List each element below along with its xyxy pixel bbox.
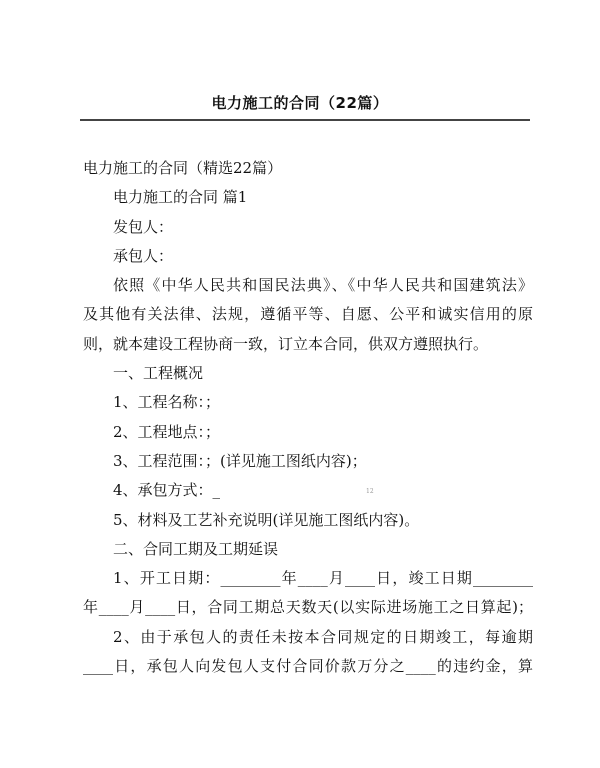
header-divider — [80, 119, 530, 121]
delay-clause-line-1: 2、由于承包人的责任未按本合同规定的日期竣工，每逾期 — [113, 627, 533, 646]
intro-paragraph-line-1: 依照《中华人民共和国民法典》、《中华人民共和国建筑法》 — [113, 276, 533, 295]
item-project-scope: 3、工程范围：；(详见施工图纸内容)； — [113, 451, 367, 470]
document-body — [83, 154, 533, 681]
item-contract-method-text: 4、承包方式：_ — [113, 481, 221, 500]
start-date-line-1: 1、开工日期：________年____月____日，竣工日期________ — [113, 569, 533, 588]
heading-contract-period: 二、合同工期及工期延误 — [113, 539, 279, 558]
heading-project-overview: 一、工程概况 — [113, 364, 204, 383]
item-contract-method — [83, 476, 533, 505]
section-title: 电力施工的合同 篇1 — [113, 188, 248, 207]
item-materials: 5、材料及工艺补充说明(详见施工图纸内容)。 — [113, 510, 420, 529]
party-b-label: 承包人： — [113, 246, 174, 265]
party-a-label: 发包人： — [113, 217, 174, 236]
start-date-line-2: 年____月____日，合同工期总天数天(以实际进场施工之日算起)； — [83, 598, 533, 617]
item-project-location: 2、工程地点：； — [113, 422, 221, 441]
document-title: 电力施工的合同（精选22篇） — [83, 159, 283, 177]
intro-paragraph-line-3: 则，就本建设工程协商一致，订立本合同，供双方遵照执行。 — [83, 334, 489, 353]
page-header-title: 电力施工的合同（22篇） — [211, 94, 389, 112]
item-project-name: 1、工程名称：； — [113, 393, 221, 412]
stray-mark: 12 — [366, 487, 374, 495]
intro-paragraph-line-2: 及其他有关法律、法规，遵循平等、自愿、公平和诚实信用的原 — [83, 305, 533, 324]
delay-clause-line-2: ____日，承包人向发包人支付合同价款万分之____的违约金，算 — [83, 657, 533, 676]
